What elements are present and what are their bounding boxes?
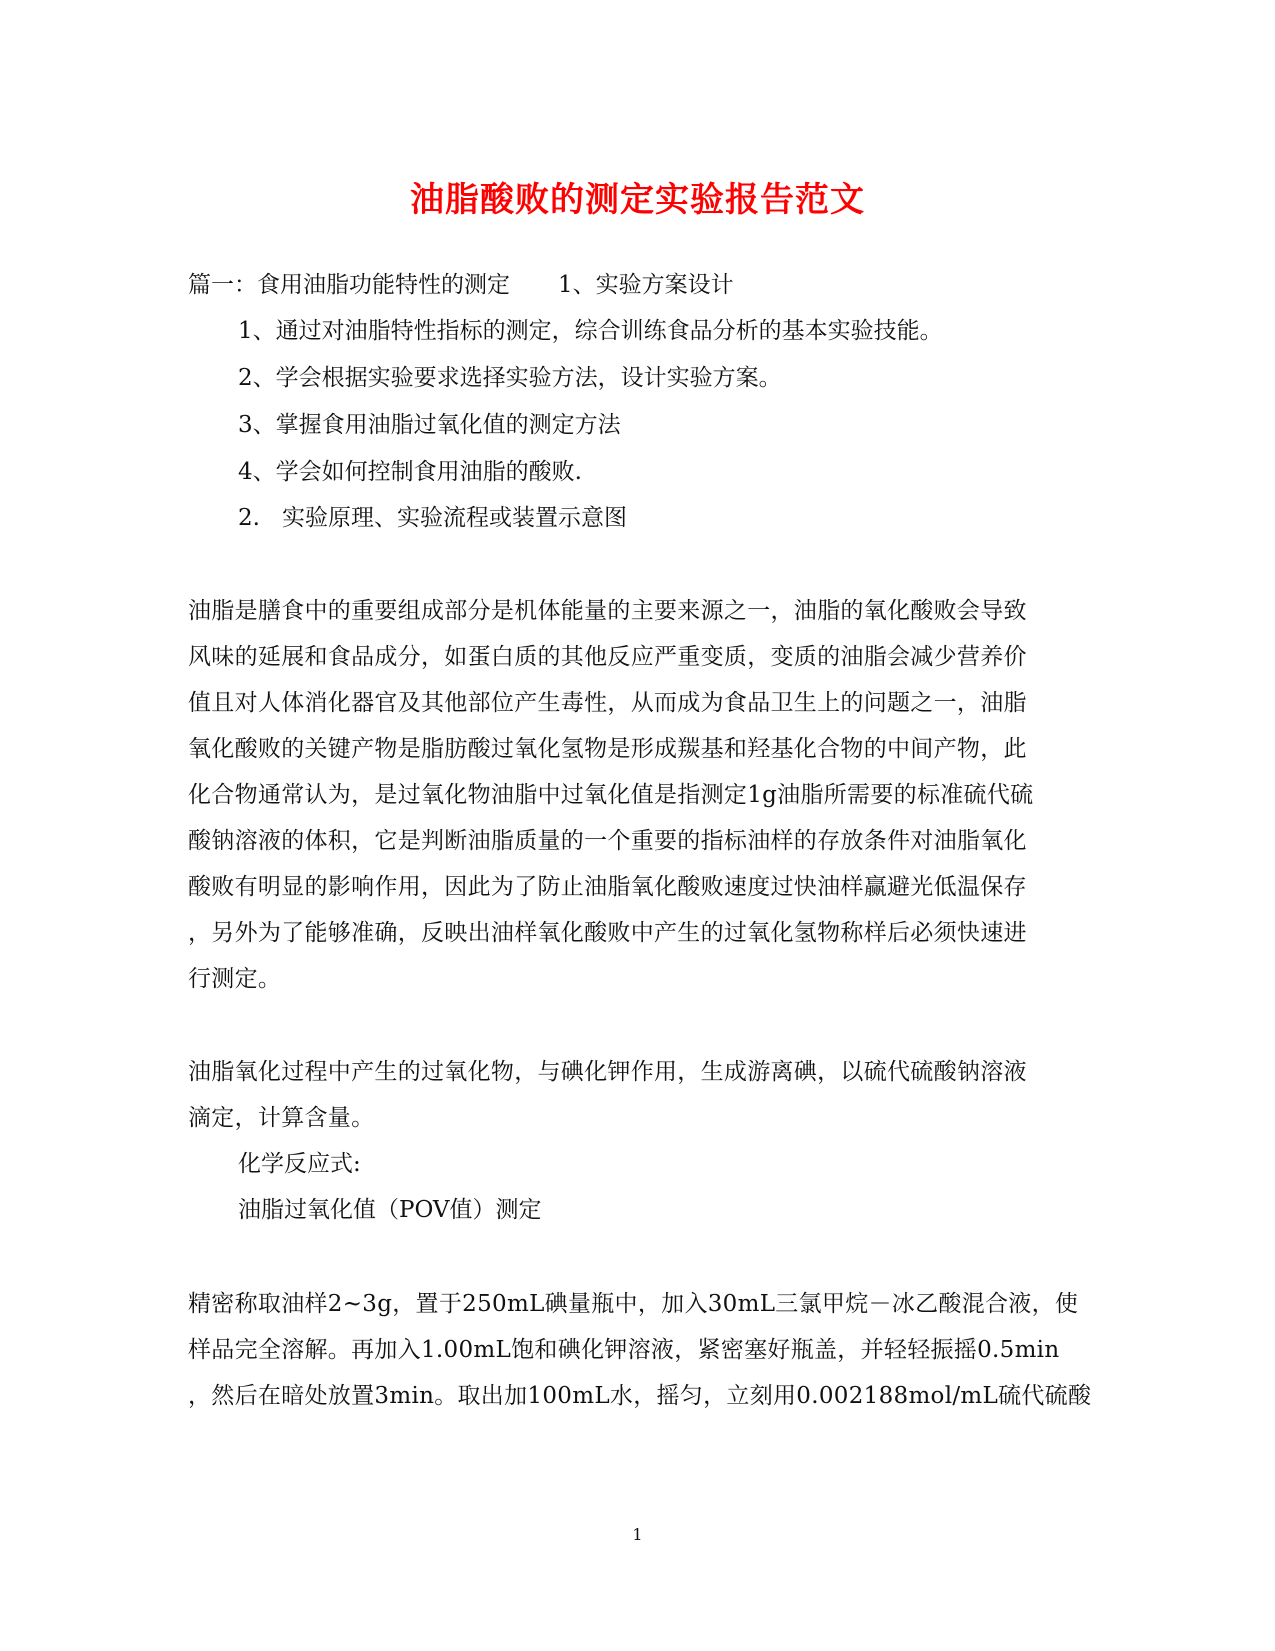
paragraph-line: 氧化酸败的关键产物是脂肪酸过氧化氢物是形成羰基和羟基化合物的中间产物，此	[188, 736, 1027, 762]
paragraph-line: ，另外为了能够准确，反映出油样氧化酸败中产生的过氧化氢物称样后必须快速进	[188, 920, 1027, 946]
page-number: 1	[632, 1525, 643, 1544]
paragraph-line: 值且对人体消化器官及其他部位产生毒性，从而成为食品卫生上的问题之一，油脂	[188, 690, 1027, 716]
reaction-label: 化学反应式:	[238, 1151, 361, 1177]
section-part-label: 篇一：食用油脂功能特性的测定	[188, 272, 510, 298]
objective-item: 1、通过对油脂特性指标的测定，综合训练食品分析的基本实验技能。	[238, 318, 943, 344]
pov-label: 油脂过氧化值（POV值）测定	[238, 1197, 542, 1223]
paragraph-line: ，然后在暗处放置3min。取出加100mL水，摇匀，立刻用0.002188mol/mL硫代硫酸	[188, 1383, 1092, 1409]
principle-number: 2.	[238, 505, 260, 531]
paragraph-line: 酸败有明显的影响作用，因此为了防止油脂氧化酸败速度过快油样赢避光低温保存	[188, 874, 1027, 900]
objective-item: 2、学会根据实验要求选择实验方法，设计实验方案。	[238, 365, 782, 391]
principle-text: 实验原理、实验流程或装置示意图	[281, 505, 627, 531]
document-title: 油脂酸败的测定实验报告范文	[410, 180, 865, 220]
objective-item: 3、掌握食用油脂过氧化值的测定方法	[238, 412, 621, 438]
paragraph-line: 酸钠溶液的体积，它是判断油脂质量的一个重要的指标油样的存放条件对油脂氧化	[188, 828, 1027, 854]
paragraph-line: 油脂是膳食中的重要组成部分是机体能量的主要来源之一，油脂的氧化酸败会导致	[188, 598, 1027, 624]
objective-item: 4、学会如何控制食用油脂的酸败.	[238, 459, 582, 485]
paragraph-line: 滴定，计算含量。	[188, 1105, 375, 1131]
paragraph-line: 风味的延展和食品成分，如蛋白质的其他反应严重变质，变质的油脂会减少营养价	[188, 644, 1027, 670]
paragraph-line: 化合物通常认为，是过氧化物油脂中过氧化值是指测定1g油脂所需要的标准硫代硫	[188, 782, 1034, 808]
paragraph-line: 样品完全溶解。再加入1.00mL饱和碘化钾溶液，紧密塞好瓶盖，并轻轻振摇0.5min	[188, 1337, 1060, 1363]
principle-heading	[238, 503, 627, 533]
paragraph-line: 油脂氧化过程中产生的过氧化物，与碘化钾作用，生成游离碘，以硫代硫酸钠溶液	[188, 1059, 1027, 1085]
paragraph-line: 精密称取油样2~3g，置于250mL碘量瓶中，加入30mL三氯甲烷－冰乙酸混合液，使	[188, 1291, 1079, 1317]
section-sub-label: 1、实验方案设计	[558, 272, 734, 298]
section-heading	[188, 270, 734, 300]
paragraph-line: 行测定。	[188, 966, 282, 992]
